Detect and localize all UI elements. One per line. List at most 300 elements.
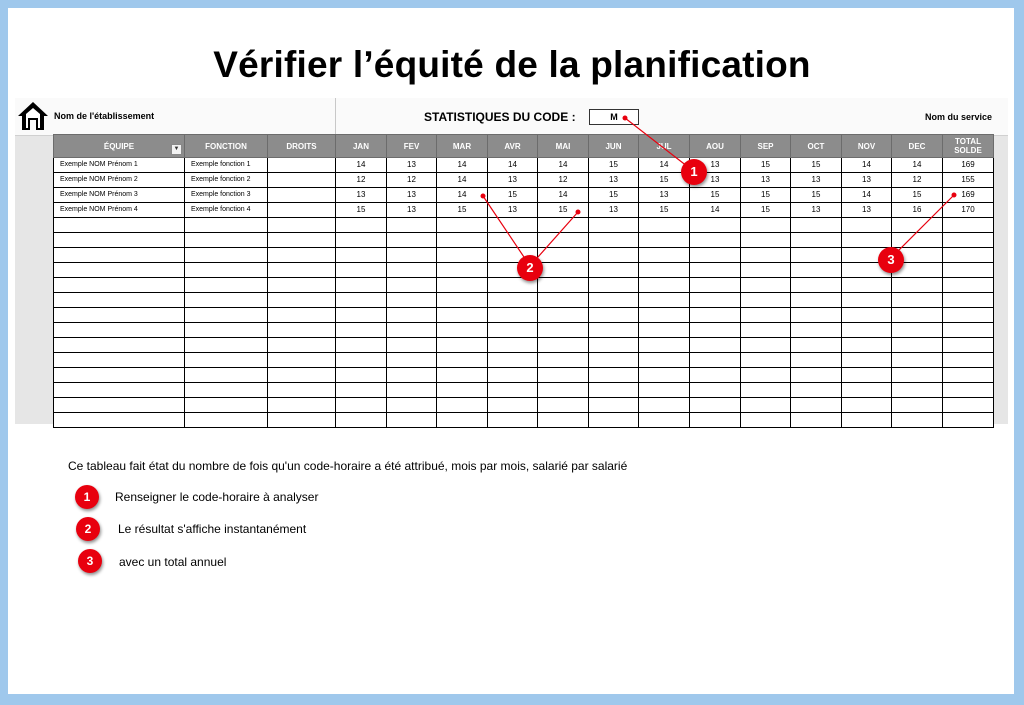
table-cell[interactable] — [437, 413, 488, 428]
table-cell[interactable] — [488, 308, 538, 323]
table-row-empty — [54, 338, 994, 353]
table-cell[interactable] — [54, 413, 185, 428]
table-cell[interactable] — [336, 398, 387, 413]
table-cell[interactable] — [741, 353, 791, 368]
table-row-empty — [54, 218, 994, 233]
table-cell[interactable]: 13 — [589, 173, 639, 188]
table-cell[interactable] — [589, 368, 639, 383]
table-cell[interactable] — [336, 248, 387, 263]
table-cell[interactable] — [639, 233, 690, 248]
table-cell[interactable]: 14 — [437, 158, 488, 173]
table-cell[interactable] — [185, 383, 268, 398]
table-cell[interactable]: Exemple fonction 1 — [185, 158, 268, 173]
table-cell[interactable] — [639, 413, 690, 428]
table-cell[interactable]: 15 — [437, 203, 488, 218]
table-cell[interactable] — [437, 248, 488, 263]
table-cell[interactable] — [488, 293, 538, 308]
table-cell[interactable] — [488, 368, 538, 383]
table-cell[interactable] — [892, 353, 943, 368]
table-cell[interactable]: 13 — [488, 173, 538, 188]
step-badge-1: 1 — [75, 485, 99, 509]
table-cell[interactable] — [54, 293, 185, 308]
table-cell[interactable] — [268, 413, 336, 428]
table-cell[interactable]: 15 — [336, 203, 387, 218]
table-cell[interactable] — [268, 218, 336, 233]
table-cell[interactable] — [538, 233, 589, 248]
table-cell[interactable] — [892, 278, 943, 293]
table-cell[interactable] — [185, 218, 268, 233]
table-cell[interactable]: 15 — [892, 188, 943, 203]
table-cell[interactable] — [185, 263, 268, 278]
table-cell[interactable] — [54, 383, 185, 398]
table-cell[interactable] — [690, 323, 741, 338]
table-cell[interactable] — [268, 173, 336, 188]
table-cell[interactable] — [387, 218, 437, 233]
table-cell[interactable] — [387, 353, 437, 368]
table-cell[interactable]: 13 — [791, 173, 842, 188]
table-cell[interactable] — [538, 248, 589, 263]
table-cell[interactable] — [437, 278, 488, 293]
table-cell[interactable]: 14 — [336, 158, 387, 173]
table-cell[interactable] — [488, 383, 538, 398]
table-cell[interactable]: 13 — [842, 203, 892, 218]
table-cell[interactable] — [54, 398, 185, 413]
table-cell[interactable] — [943, 308, 994, 323]
table-cell[interactable]: 15 — [741, 188, 791, 203]
table-cell[interactable] — [842, 338, 892, 353]
table-cell[interactable] — [268, 188, 336, 203]
stat-code-label: STATISTIQUES DU CODE : — [424, 110, 576, 124]
table-cell[interactable] — [791, 308, 842, 323]
table-cell[interactable]: 15 — [538, 203, 589, 218]
table-cell[interactable] — [892, 218, 943, 233]
table-cell[interactable] — [791, 248, 842, 263]
table-cell[interactable]: 13 — [639, 188, 690, 203]
table-cell[interactable] — [387, 398, 437, 413]
table-cell[interactable] — [741, 278, 791, 293]
table-cell[interactable] — [690, 383, 741, 398]
table-cell[interactable]: 14 — [842, 158, 892, 173]
table-cell[interactable] — [892, 383, 943, 398]
table-cell[interactable] — [892, 368, 943, 383]
table-cell[interactable] — [741, 383, 791, 398]
table-cell[interactable] — [387, 248, 437, 263]
step-1-text: Renseigner le code-horaire à analyser — [115, 490, 319, 504]
table-row-empty — [54, 398, 994, 413]
table-cell[interactable] — [538, 323, 589, 338]
table-cell[interactable] — [437, 308, 488, 323]
table-cell[interactable] — [268, 323, 336, 338]
table-cell[interactable] — [943, 323, 994, 338]
table-cell[interactable] — [791, 413, 842, 428]
table-cell[interactable] — [589, 248, 639, 263]
table-cell[interactable] — [892, 398, 943, 413]
table-cell[interactable] — [639, 248, 690, 263]
table-cell[interactable] — [639, 218, 690, 233]
table-cell[interactable] — [336, 263, 387, 278]
table-cell[interactable] — [54, 368, 185, 383]
code-input[interactable]: M — [589, 109, 639, 125]
table-cell[interactable] — [892, 413, 943, 428]
table-cell[interactable] — [437, 233, 488, 248]
table-cell[interactable] — [589, 293, 639, 308]
table-cell[interactable] — [741, 338, 791, 353]
table-cell[interactable] — [943, 413, 994, 428]
table-cell[interactable]: 12 — [387, 173, 437, 188]
table-cell[interactable]: 13 — [387, 188, 437, 203]
table-cell[interactable] — [589, 413, 639, 428]
column-header: MAR — [437, 135, 488, 158]
table-cell[interactable] — [690, 218, 741, 233]
table-cell[interactable] — [690, 233, 741, 248]
table-cell[interactable] — [268, 263, 336, 278]
table-cell[interactable] — [842, 383, 892, 398]
column-header: DEC — [892, 135, 943, 158]
table-cell[interactable] — [741, 308, 791, 323]
table-cell[interactable] — [892, 338, 943, 353]
table-cell[interactable] — [488, 323, 538, 338]
table-cell[interactable] — [54, 323, 185, 338]
table-cell[interactable]: Exemple NOM Prénom 2 — [54, 173, 185, 188]
table-cell[interactable] — [589, 398, 639, 413]
table-cell[interactable] — [268, 308, 336, 323]
table-cell[interactable] — [842, 278, 892, 293]
table-cell[interactable]: 13 — [336, 188, 387, 203]
table-cell[interactable] — [185, 398, 268, 413]
table-cell[interactable]: 155 — [943, 173, 994, 188]
table-cell[interactable] — [589, 278, 639, 293]
table-cell[interactable] — [268, 353, 336, 368]
table-cell[interactable] — [639, 383, 690, 398]
table-cell[interactable]: 12 — [538, 173, 589, 188]
table-cell[interactable] — [791, 398, 842, 413]
table-cell[interactable]: 13 — [589, 203, 639, 218]
table-cell[interactable]: Exemple NOM Prénom 3 — [54, 188, 185, 203]
table-cell[interactable] — [690, 308, 741, 323]
table-cell[interactable] — [538, 263, 589, 278]
table-cell[interactable] — [639, 308, 690, 323]
table-cell[interactable] — [589, 263, 639, 278]
table-cell[interactable] — [791, 293, 842, 308]
table-cell[interactable] — [387, 233, 437, 248]
table-cell[interactable] — [639, 278, 690, 293]
table-cell[interactable] — [387, 338, 437, 353]
table-cell[interactable]: 13 — [387, 158, 437, 173]
table-cell[interactable] — [336, 308, 387, 323]
table-cell[interactable] — [185, 323, 268, 338]
table-cell[interactable] — [538, 353, 589, 368]
table-cell[interactable] — [185, 293, 268, 308]
table-cell[interactable] — [268, 338, 336, 353]
table-cell[interactable] — [488, 413, 538, 428]
table-cell[interactable] — [336, 323, 387, 338]
table-cell[interactable] — [336, 233, 387, 248]
table-cell[interactable] — [185, 368, 268, 383]
table-cell[interactable]: 13 — [387, 203, 437, 218]
table-cell[interactable] — [268, 248, 336, 263]
table-cell[interactable] — [538, 293, 589, 308]
table-cell[interactable] — [943, 248, 994, 263]
table-cell[interactable] — [741, 293, 791, 308]
table-cell[interactable] — [336, 293, 387, 308]
table-cell[interactable] — [842, 368, 892, 383]
callout-badge-2: 2 — [517, 255, 543, 281]
table-cell[interactable] — [185, 233, 268, 248]
table-cell[interactable]: 169 — [943, 158, 994, 173]
table-cell[interactable]: 14 — [437, 173, 488, 188]
table-cell[interactable] — [842, 398, 892, 413]
table-cell[interactable] — [538, 368, 589, 383]
table-cell[interactable] — [185, 338, 268, 353]
table-cell[interactable] — [336, 353, 387, 368]
table-cell[interactable] — [185, 413, 268, 428]
table-cell[interactable] — [538, 218, 589, 233]
table-cell[interactable] — [437, 218, 488, 233]
filter-dropdown-icon[interactable]: ▼ — [171, 144, 182, 155]
table-cell[interactable] — [892, 323, 943, 338]
table-cell[interactable] — [943, 353, 994, 368]
table-cell[interactable]: 15 — [741, 158, 791, 173]
table-row-empty — [54, 368, 994, 383]
table-cell[interactable]: 12 — [892, 173, 943, 188]
table-cell[interactable]: 15 — [791, 188, 842, 203]
table-cell[interactable] — [943, 338, 994, 353]
table-cell[interactable] — [943, 263, 994, 278]
table-cell[interactable] — [791, 263, 842, 278]
table-cell[interactable]: 14 — [437, 188, 488, 203]
table-cell[interactable] — [842, 353, 892, 368]
table-cell[interactable] — [842, 293, 892, 308]
table-cell[interactable] — [336, 278, 387, 293]
table-cell[interactable]: 15 — [639, 173, 690, 188]
table-cell[interactable] — [437, 383, 488, 398]
table-cell[interactable] — [437, 338, 488, 353]
table-cell[interactable] — [488, 218, 538, 233]
table-cell[interactable] — [690, 353, 741, 368]
table-cell[interactable]: 15 — [488, 188, 538, 203]
table-cell[interactable] — [268, 278, 336, 293]
table-cell[interactable] — [387, 413, 437, 428]
table-cell[interactable] — [842, 233, 892, 248]
table-cell[interactable] — [589, 383, 639, 398]
table-cell[interactable]: 15 — [690, 188, 741, 203]
table-cell[interactable]: 15 — [791, 158, 842, 173]
etablissement-label: Nom de l'établissement — [54, 111, 155, 121]
table-cell[interactable] — [639, 293, 690, 308]
table-cell[interactable] — [437, 293, 488, 308]
table-cell[interactable]: 14 — [488, 158, 538, 173]
table-cell[interactable]: 16 — [892, 203, 943, 218]
table-cell[interactable] — [538, 308, 589, 323]
table-cell[interactable] — [639, 338, 690, 353]
table-row-empty — [54, 308, 994, 323]
table-cell[interactable] — [54, 248, 185, 263]
table-cell[interactable]: 15 — [589, 158, 639, 173]
table-cell[interactable] — [690, 293, 741, 308]
table-cell[interactable] — [791, 233, 842, 248]
table-cell[interactable] — [437, 353, 488, 368]
table-cell[interactable] — [488, 353, 538, 368]
table-cell[interactable] — [791, 323, 842, 338]
table-cell[interactable]: Exemple fonction 2 — [185, 173, 268, 188]
table-cell[interactable] — [943, 383, 994, 398]
table-cell[interactable] — [842, 413, 892, 428]
table-cell[interactable] — [437, 323, 488, 338]
table-cell[interactable]: 13 — [741, 173, 791, 188]
table-cell[interactable] — [690, 278, 741, 293]
table-cell[interactable] — [741, 398, 791, 413]
column-header[interactable]: ÉQUIPE ▼ — [54, 135, 185, 158]
table-cell[interactable] — [690, 398, 741, 413]
table-cell[interactable] — [791, 353, 842, 368]
table-cell[interactable] — [892, 308, 943, 323]
table-cell[interactable]: Exemple NOM Prénom 1 — [54, 158, 185, 173]
table-cell[interactable] — [437, 263, 488, 278]
table-cell[interactable] — [943, 218, 994, 233]
table-cell[interactable]: 14 — [690, 203, 741, 218]
callout-badge-3: 3 — [878, 247, 904, 273]
table-cell[interactable]: 14 — [842, 188, 892, 203]
table-cell[interactable] — [437, 368, 488, 383]
table-cell[interactable] — [589, 218, 639, 233]
table-cell[interactable] — [791, 218, 842, 233]
table-cell[interactable]: 15 — [589, 188, 639, 203]
table-cell[interactable] — [336, 338, 387, 353]
table-cell[interactable] — [538, 413, 589, 428]
table-cell[interactable] — [268, 383, 336, 398]
table-cell[interactable] — [589, 338, 639, 353]
table-cell[interactable] — [268, 398, 336, 413]
table-cell[interactable] — [741, 368, 791, 383]
table-cell[interactable]: 14 — [639, 158, 690, 173]
table-cell[interactable] — [791, 368, 842, 383]
table-cell[interactable] — [538, 398, 589, 413]
table-cell[interactable]: Exemple fonction 3 — [185, 188, 268, 203]
table-cell[interactable] — [791, 383, 842, 398]
table-cell[interactable] — [336, 218, 387, 233]
table-cell[interactable] — [842, 308, 892, 323]
table-cell[interactable] — [54, 308, 185, 323]
table-cell[interactable] — [943, 278, 994, 293]
table-cell[interactable] — [185, 248, 268, 263]
table-cell[interactable] — [268, 233, 336, 248]
table-cell[interactable] — [639, 398, 690, 413]
table-cell[interactable] — [387, 323, 437, 338]
table-cell[interactable]: 169 — [943, 188, 994, 203]
table-cell[interactable] — [791, 338, 842, 353]
table-cell[interactable] — [336, 413, 387, 428]
table-cell[interactable] — [741, 263, 791, 278]
table-cell[interactable] — [589, 323, 639, 338]
table-cell[interactable] — [639, 368, 690, 383]
table-cell[interactable] — [589, 233, 639, 248]
table-cell[interactable] — [741, 233, 791, 248]
table-cell[interactable] — [54, 278, 185, 293]
table-cell[interactable] — [387, 308, 437, 323]
table-cell[interactable] — [943, 398, 994, 413]
home-icon[interactable] — [17, 100, 49, 132]
table-cell[interactable] — [690, 248, 741, 263]
table-cell[interactable] — [54, 218, 185, 233]
table-cell[interactable] — [639, 353, 690, 368]
table-cell[interactable] — [690, 263, 741, 278]
table-cell[interactable] — [538, 278, 589, 293]
table-cell[interactable]: 13 — [842, 173, 892, 188]
table-cell[interactable]: 15 — [639, 203, 690, 218]
table-cell[interactable]: 13 — [690, 173, 741, 188]
table-cell[interactable] — [387, 383, 437, 398]
table-cell[interactable] — [741, 323, 791, 338]
intro-text: Ce tableau fait état du nombre de fois qu'un code-horaire a été attribué, mois par mois, salarié par salarié — [68, 459, 628, 473]
table-cell[interactable] — [54, 263, 185, 278]
table-cell[interactable] — [488, 338, 538, 353]
table-cell[interactable]: 14 — [892, 158, 943, 173]
table-cell[interactable]: 13 — [488, 203, 538, 218]
table-cell[interactable]: 14 — [538, 158, 589, 173]
table-cell[interactable] — [589, 353, 639, 368]
table-cell[interactable] — [336, 383, 387, 398]
table-cell[interactable]: Exemple fonction 4 — [185, 203, 268, 218]
table-cell[interactable] — [639, 263, 690, 278]
table-cell[interactable]: 13 — [690, 158, 741, 173]
table-cell[interactable] — [892, 233, 943, 248]
table-cell[interactable] — [268, 368, 336, 383]
table-cell[interactable] — [538, 338, 589, 353]
table-cell[interactable] — [538, 383, 589, 398]
table-cell[interactable] — [690, 368, 741, 383]
table-cell[interactable] — [387, 293, 437, 308]
table-cell[interactable] — [185, 278, 268, 293]
table-cell[interactable] — [387, 278, 437, 293]
table-cell[interactable] — [791, 278, 842, 293]
table-cell[interactable] — [185, 308, 268, 323]
table-cell[interactable] — [268, 158, 336, 173]
table-cell[interactable] — [268, 203, 336, 218]
table-cell[interactable] — [54, 338, 185, 353]
table-cell[interactable] — [54, 233, 185, 248]
table-cell[interactable] — [943, 368, 994, 383]
table-cell[interactable] — [639, 323, 690, 338]
table-cell[interactable]: 12 — [336, 173, 387, 188]
table-cell[interactable] — [741, 218, 791, 233]
table-cell[interactable] — [943, 293, 994, 308]
table-cell[interactable] — [842, 323, 892, 338]
table-cell[interactable] — [488, 398, 538, 413]
table-cell[interactable] — [488, 233, 538, 248]
table-cell[interactable]: 14 — [538, 188, 589, 203]
table-cell[interactable] — [387, 368, 437, 383]
table-cell[interactable]: Exemple NOM Prénom 4 — [54, 203, 185, 218]
table-cell[interactable] — [185, 353, 268, 368]
table-cell[interactable] — [741, 248, 791, 263]
table-cell[interactable] — [336, 368, 387, 383]
table-cell[interactable] — [690, 338, 741, 353]
table-cell[interactable] — [741, 413, 791, 428]
table-cell[interactable] — [268, 293, 336, 308]
table-cell[interactable] — [690, 413, 741, 428]
column-header: AVR — [488, 135, 538, 158]
table-cell[interactable]: 170 — [943, 203, 994, 218]
table-cell[interactable] — [589, 308, 639, 323]
table-cell[interactable]: 15 — [741, 203, 791, 218]
table-cell[interactable] — [943, 233, 994, 248]
table-cell[interactable] — [387, 263, 437, 278]
table-cell[interactable]: 13 — [791, 203, 842, 218]
table-cell[interactable] — [437, 398, 488, 413]
table-cell[interactable] — [842, 218, 892, 233]
table-cell[interactable] — [54, 353, 185, 368]
table-cell[interactable] — [892, 293, 943, 308]
